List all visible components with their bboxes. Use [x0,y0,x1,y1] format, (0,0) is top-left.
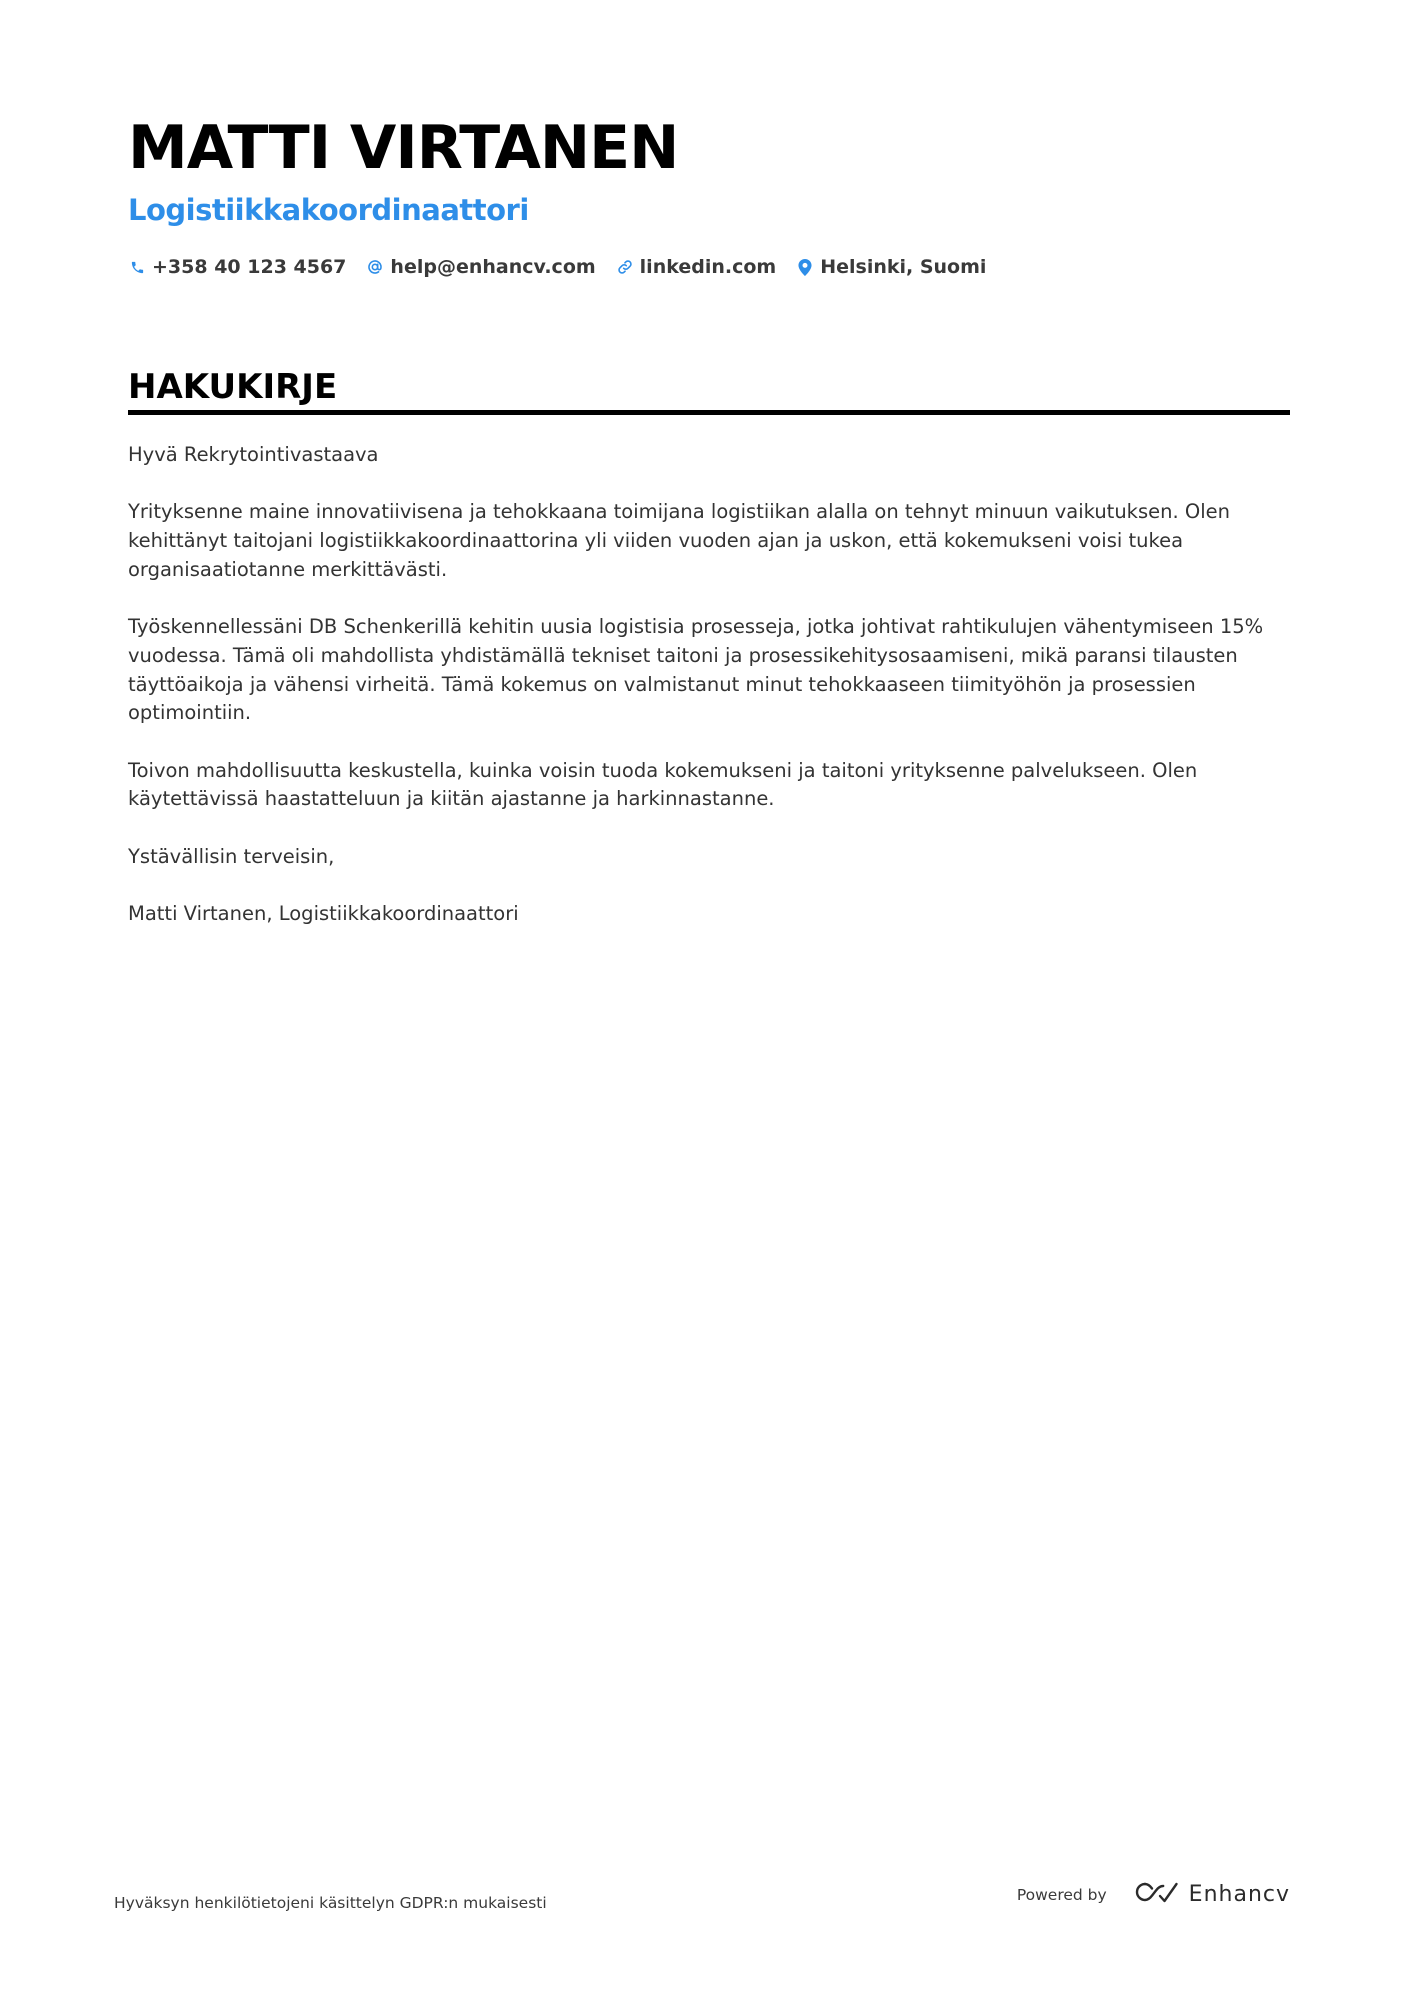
section-divider [128,410,1290,415]
applicant-job-title: Logistiikkakoordinaattori [128,193,529,227]
contact-phone[interactable] [128,252,346,282]
letter-paragraph: Työskennellessäni DB Schenkerillä kehitin uusia logistisia prosesseja, jotka johtivat rahtikulujen vähentymiseen 15% vuodessa. Tämä oli mahdollista yhdistämällä tekniset taitoni ja prosessikehitysosaamiseni, mikä paransi tilausten täyttöaikoja ja vähensi virheitä. Tämä kokemus on valmistanut minut tehokkaaseen tiimityöhön ja prosessien optimointiin. [128,615,1264,725]
location-pin-icon [796,258,814,276]
contact-linkedin-text: linkedin.com [639,256,777,278]
letter-signature: Matti Virtanen, Logistiikkakoordinaattori [128,901,519,925]
contact-email[interactable] [366,252,595,282]
at-icon [366,258,384,276]
contact-linkedin[interactable] [616,252,777,282]
contact-location [796,252,986,282]
contact-email-text: help@enhancv.com [390,256,596,278]
enhancv-brand-name: Enhancv [1188,1882,1290,1907]
phone-icon [128,258,146,276]
letter-paragraph: Toivon mahdollisuutta keskustella, kuinka voisin tuoda kokemukseni ja taitoni yrityksenne palvelukseen. Olen käytettävissä haastatteluun ja kiitän ajastanne ja harkinnastanne. [128,758,1198,811]
powered-by-badge[interactable] [1017,1880,1290,1909]
enhancv-logo [1133,1880,1290,1909]
gdpr-consent-text: Hyväksyn henkilötietojeni käsittelyn GDPR:n mukaisesti [114,1894,547,1912]
letter-salutation: Hyvä Rekrytointivastaava [128,443,379,466]
section-title: HAKUKIRJE [128,367,338,407]
link-icon [616,258,634,276]
letter-paragraph: Yrityksenne maine innovatiivisena ja tehokkaana toimijana logistiikan alalla on tehnyt minuun vaikutuksen. Olen kehittänyt taitojani logistiikkakoordinaattorina yli viiden vuoden ajan ja uskon, että kokemukseni voisi tukea organisaatiotanne merkittävästi. [128,500,1231,581]
letter-closing: Ystävällisin terveisin, [128,844,335,868]
powered-by-label: Powered by [1016,1885,1107,1904]
applicant-name: MATTI VIRTANEN [128,113,679,183]
contact-phone-text: +358 40 123 4567 [152,256,347,278]
contact-info-row [128,252,986,282]
contact-location-text: Helsinki, Suomi [820,256,987,278]
enhancv-logo-icon [1133,1880,1179,1909]
letter-body [128,441,1290,957]
